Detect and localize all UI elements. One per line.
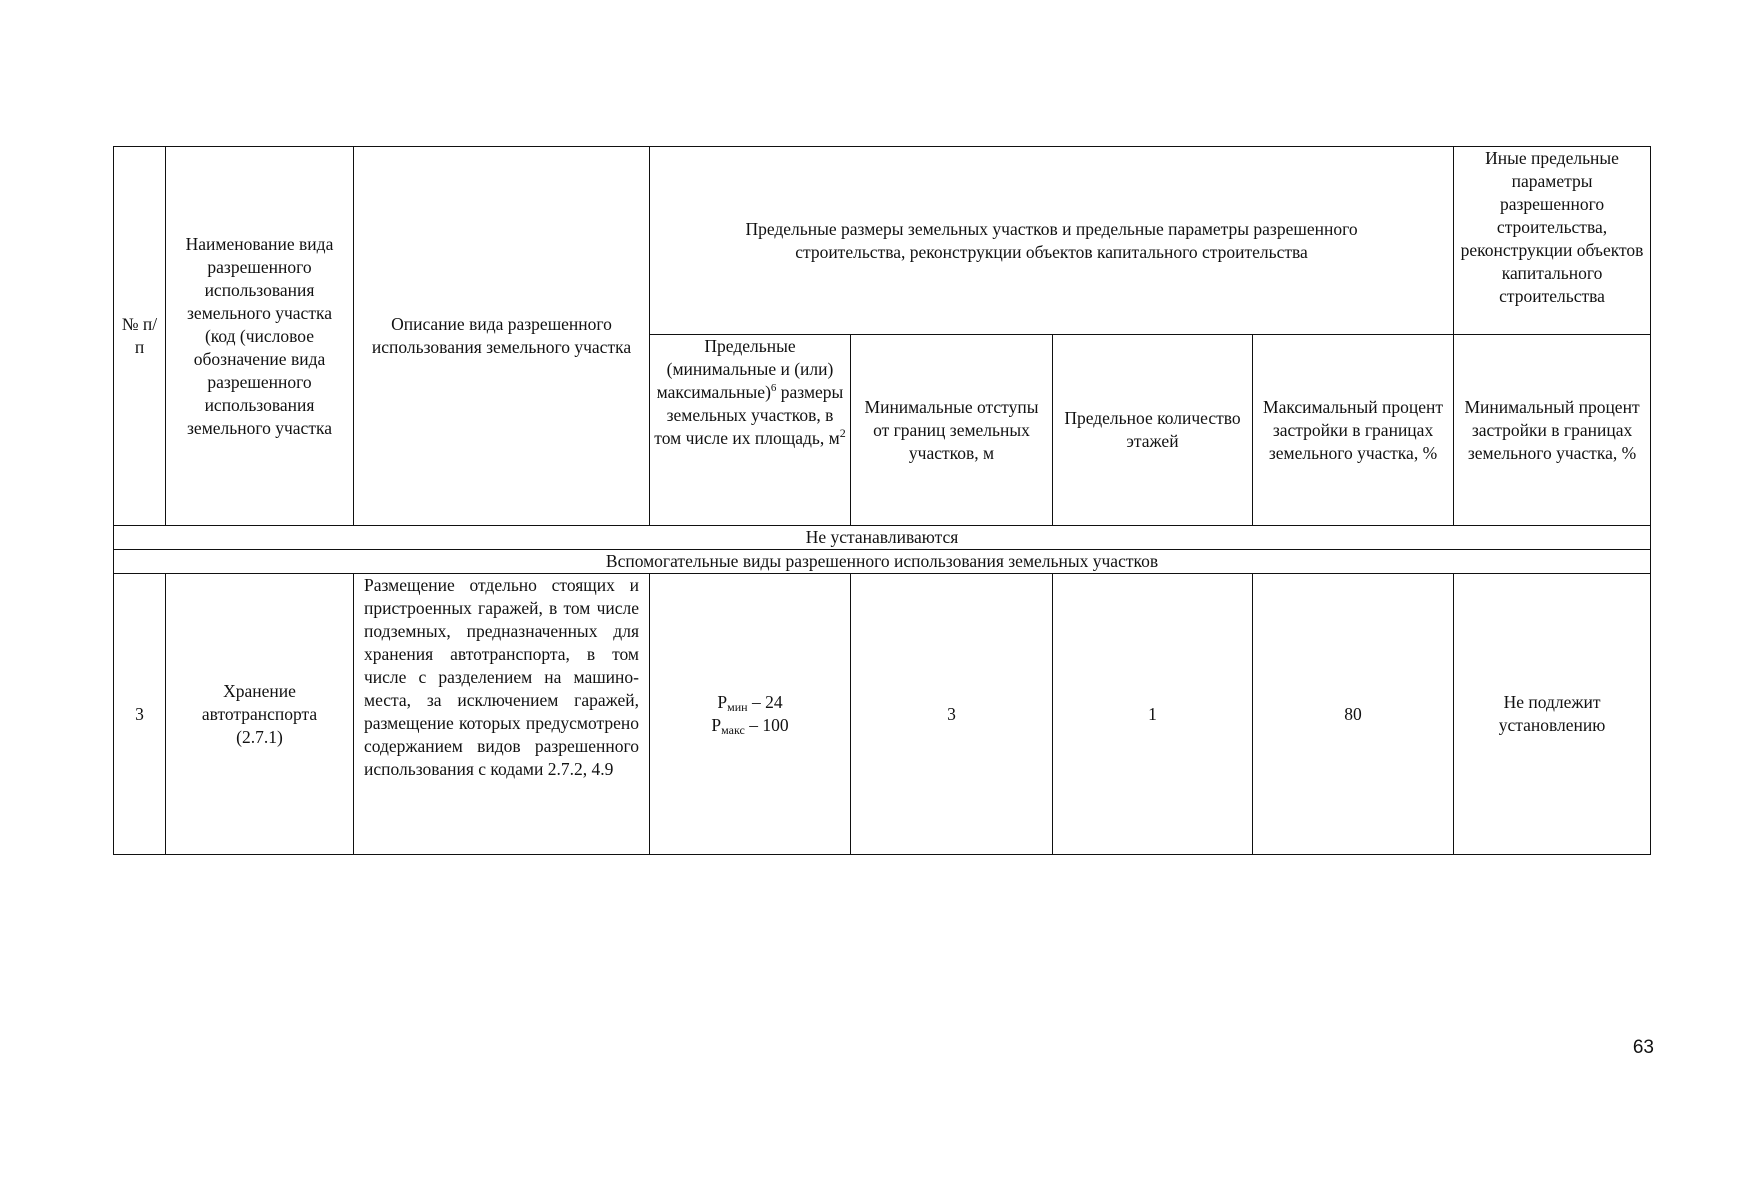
header-use-name: Наименование вида разрешенного использования земельного участка (код (числовое обозначение вида разрешенного использования земельного участка bbox=[166, 147, 354, 526]
row-num: 3 bbox=[114, 574, 166, 855]
row-min-coverage: Не подлежит установлению bbox=[1454, 574, 1651, 855]
land-use-table bbox=[113, 146, 1651, 855]
header-plot-sizes-text: Предельные (минимальные и (или) максимальные) bbox=[656, 336, 834, 402]
header-other-params: Иные предельные параметры разрешенного строительства, реконструкции объектов капитального строительства bbox=[1454, 147, 1651, 335]
table-row bbox=[114, 574, 1651, 855]
band-row-auxiliary bbox=[114, 550, 1651, 574]
row-use-description: Размещение отдельно стоящих и пристроенных гаражей, в том числе подземных, предназначенных для хранения автотранспорта, в том числе с разделением на машино-места, за исключением гаражей, размещение которых предусмотрено содержанием видов разрешенного использования с кодами 2.7.2, 4.9 bbox=[354, 574, 650, 855]
band-auxiliary-uses: Вспомогательные виды разрешенного использования земельных участков bbox=[114, 550, 1651, 574]
footnote-marker: 6 bbox=[770, 382, 777, 395]
size-min: $Р_{мин} - 24$ bbox=[717, 692, 783, 714]
row-use-name: Хранение автотранспорта (2.7.1) bbox=[166, 574, 354, 855]
header-setbacks: Минимальные отступы от границ земельных участков, м bbox=[851, 335, 1053, 526]
header-floors: Предельное количество этажей bbox=[1053, 335, 1253, 526]
band-row-not-set bbox=[114, 526, 1651, 550]
row-max-coverage: 80 bbox=[1253, 574, 1454, 855]
band-not-set: Не устанавливаются bbox=[114, 526, 1651, 550]
header-max-coverage: Максимальный процент застройки в границах земельного участка, % bbox=[1253, 335, 1454, 526]
header-row-1 bbox=[114, 147, 1651, 335]
header-num: № п/п bbox=[114, 147, 166, 526]
header-min-coverage: Минимальный процент застройки в границах земельного участка, % bbox=[1454, 335, 1651, 526]
header-plot-sizes bbox=[650, 335, 851, 526]
row-plot-sizes bbox=[650, 574, 851, 855]
row-setback: 3 bbox=[851, 574, 1053, 855]
header-plot-sizes-cont: размеры земельных участков, в том числе их площадь, м bbox=[654, 382, 844, 448]
header-limits-group: Предельные размеры земельных участков и предельные параметры разрешенного строительства, реконструкции объектов капитального строительства bbox=[650, 147, 1454, 335]
row-floors: 1 bbox=[1053, 574, 1253, 855]
header-use-description: Описание вида разрешенного использования земельного участка bbox=[354, 147, 650, 526]
page-number: 63 bbox=[1632, 1037, 1654, 1058]
size-max: $Р_{макс} - 100$ bbox=[711, 715, 789, 737]
unit-exponent: 2 bbox=[839, 426, 846, 441]
